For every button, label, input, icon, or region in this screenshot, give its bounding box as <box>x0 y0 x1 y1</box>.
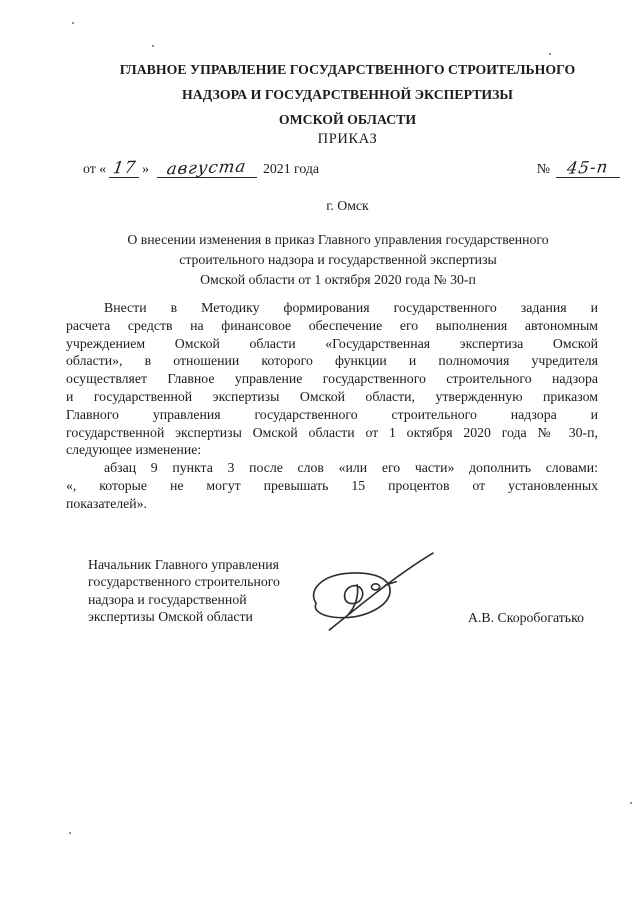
date-day-underline <box>109 157 139 178</box>
signature-position-line: надзора и государственной <box>88 591 247 607</box>
body-line: и государственной экспертизы Омской области, утвержденную приказом <box>66 388 598 404</box>
body-line: расчета средств на финансовое обеспечение его выполнения автономным <box>66 317 598 333</box>
body-line: абзац 9 пункта 3 после слов «или его части» дополнить словами: <box>104 460 598 476</box>
date-month-handwritten: августа <box>165 156 249 179</box>
date-close-quote: » <box>142 161 149 176</box>
signature-position-line: государственного строительного <box>88 574 280 590</box>
date-day-handwritten: 17 <box>111 157 138 178</box>
org-name-line: ГЛАВНОЕ УПРАВЛЕНИЕ ГОСУДАРСТВЕННОГО СТРОИТЕЛЬНОГО <box>119 62 576 77</box>
signature-position-line: экспертизы Омской области <box>88 608 253 624</box>
order-title-line: Омской области от 1 октября 2020 года № 30-п <box>200 272 476 287</box>
signature-position <box>88 556 333 625</box>
date-month-underline <box>157 156 257 179</box>
order-number-underline <box>556 157 620 178</box>
body-line: Главного управления государственного строительного надзора и <box>66 406 598 422</box>
body-line: следующее изменение: <box>66 442 202 458</box>
scan-artifact-dot <box>72 22 74 24</box>
order-title <box>78 230 598 290</box>
order-number-label: № <box>536 161 550 176</box>
date-number-row <box>83 156 620 179</box>
body-line: государственной экспертизы Омской области от 1 октября 2020 года № 30-п, <box>66 424 598 440</box>
handwritten-signature-icon <box>303 550 443 632</box>
body-line: Внести в Методику формирования государственного задания и <box>104 300 598 315</box>
org-name-line: НАДЗОРА И ГОСУДАРСТВЕННОЙ ЭКСПЕРТИЗЫ <box>182 87 513 102</box>
order-body <box>66 299 598 513</box>
order-number-handwritten: 45-п <box>566 157 611 178</box>
order-title-line: О внесении изменения в приказ Главного управления государственного <box>127 232 549 247</box>
body-line: области», в отношении которого функции и полномочия учредителя <box>66 353 598 369</box>
body-line: учреждением Омской области «Государственная экспертиза Омской <box>66 335 598 351</box>
date-line <box>83 156 320 179</box>
scan-artifact-dot <box>69 832 71 834</box>
order-number <box>536 157 620 178</box>
city: г. Омск <box>326 198 369 213</box>
signature-position-line: Начальник Главного управления <box>88 557 279 572</box>
org-name <box>95 57 600 132</box>
body-line: показателей». <box>66 495 148 511</box>
document-type: ПРИКАЗ <box>317 131 378 147</box>
scan-artifact-dot <box>152 45 154 47</box>
org-name-line: ОМСКОЙ ОБЛАСТИ <box>278 112 417 127</box>
date-year: 2021 года <box>263 161 320 176</box>
scan-artifact-dot <box>549 53 551 55</box>
body-line: осуществляет Главное управление государственного строительного надзора <box>66 371 598 387</box>
scan-artifact-dot <box>630 802 632 804</box>
body-line: «, которые не могут превышать 15 процентов от установленных <box>66 477 598 493</box>
signatory-name: А.В. Скоробогатько <box>468 610 584 625</box>
date-prefix: от « <box>83 161 107 176</box>
order-title-line: строительного надзора и государственной экспертизы <box>179 252 497 267</box>
